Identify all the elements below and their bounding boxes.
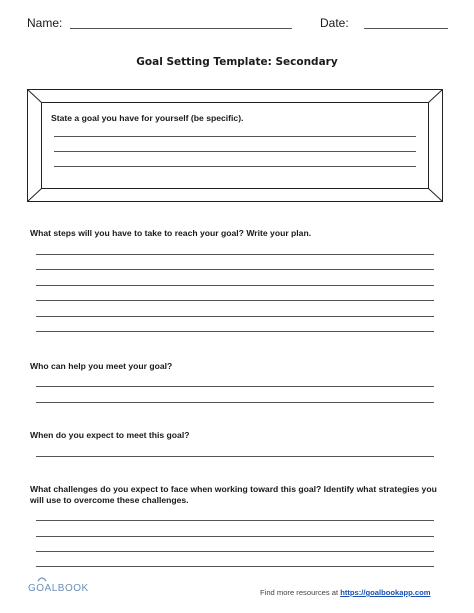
- when-line-1[interactable]: [36, 456, 434, 457]
- date-line[interactable]: [364, 28, 448, 29]
- question-steps: What steps will you have to take to reach your goal? Write your plan.: [30, 228, 312, 238]
- footer-find-text: Find more resources at: [260, 588, 341, 597]
- steps-line-2[interactable]: [36, 269, 434, 270]
- steps-line-5[interactable]: [36, 316, 434, 317]
- goalbook-logo-icon: [37, 576, 47, 582]
- goalbook-logo: GOALBOOK: [28, 583, 89, 594]
- challenges-line-1[interactable]: [36, 520, 434, 521]
- goal-line-2[interactable]: [54, 151, 416, 152]
- steps-line-3[interactable]: [36, 285, 434, 286]
- footer-resources: [260, 588, 430, 597]
- date-label: Date:: [320, 16, 349, 30]
- question-when: When do you expect to meet this goal?: [30, 430, 190, 440]
- help-line-2[interactable]: [36, 402, 434, 403]
- page-title: Goal Setting Template: Secondary: [136, 56, 338, 68]
- challenges-line-4[interactable]: [36, 566, 434, 567]
- steps-line-4[interactable]: [36, 300, 434, 301]
- challenges-line-2[interactable]: [36, 536, 434, 537]
- challenges-line-3[interactable]: [36, 551, 434, 552]
- name-line[interactable]: [70, 28, 292, 29]
- steps-line-6[interactable]: [36, 331, 434, 332]
- goalbook-link[interactable]: https://goalbookapp.com: [340, 588, 431, 597]
- goal-prompt: State a goal you have for yourself (be specific).: [51, 113, 244, 123]
- question-challenges: What challenges do you expect to face when working toward this goal? Identify what strategies you will use to overcome these challenges.: [30, 484, 437, 505]
- question-help: Who can help you meet your goal?: [30, 361, 173, 371]
- name-label: Name:: [27, 16, 63, 30]
- goal-frame: [27, 89, 443, 202]
- goal-line-3[interactable]: [54, 166, 416, 167]
- goal-line-1[interactable]: [54, 136, 416, 137]
- steps-line-1[interactable]: [36, 254, 434, 255]
- help-line-1[interactable]: [36, 386, 434, 387]
